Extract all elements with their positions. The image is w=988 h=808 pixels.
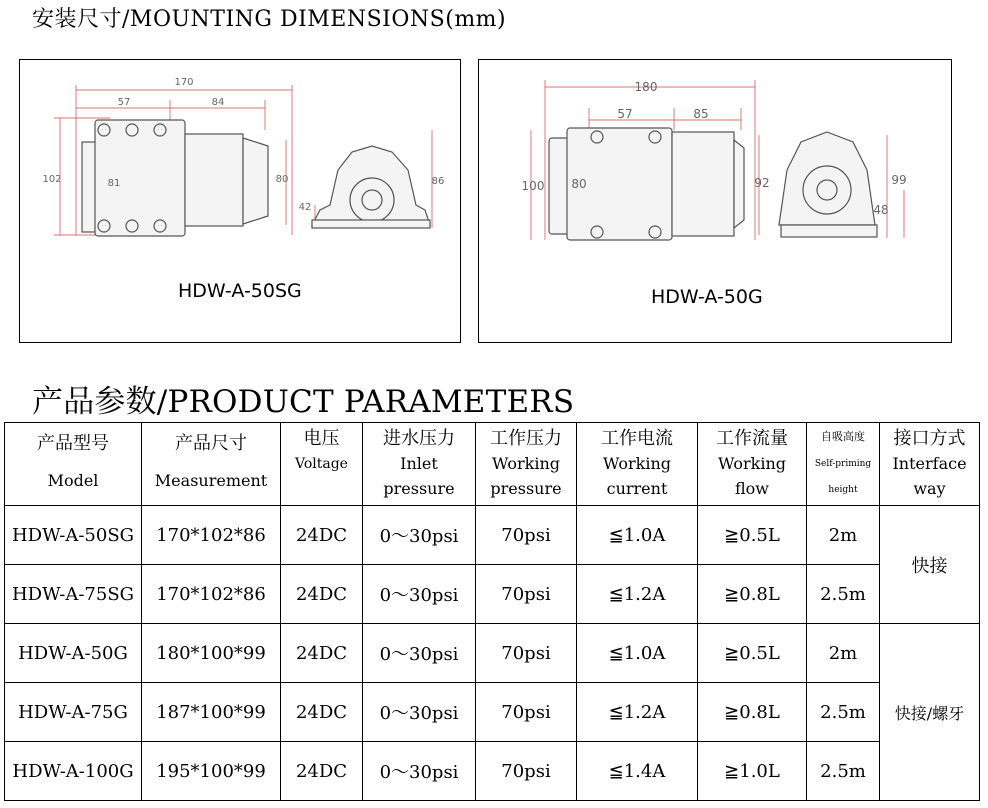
dim-height: 102 bbox=[42, 174, 62, 185]
drawing-model-label: HDW-A-50G bbox=[651, 286, 763, 308]
cell-size: 170*102*86 bbox=[142, 565, 281, 624]
dim-head: 84 bbox=[211, 97, 225, 108]
cell-inlet: 0～30psi bbox=[363, 506, 476, 565]
drawing-panel-50g bbox=[478, 59, 952, 343]
cell-current: ≦1.0A bbox=[577, 506, 698, 565]
header-interface-way: 接口方式 Interface way bbox=[880, 423, 980, 506]
cell-working: 70psi bbox=[476, 742, 577, 801]
cell-inlet: 0～30psi bbox=[363, 565, 476, 624]
cell-model: HDW-A-100G bbox=[5, 742, 142, 801]
cell-current: ≦1.2A bbox=[577, 683, 698, 742]
cell-voltage: 24DC bbox=[281, 565, 363, 624]
dim-side: 92 bbox=[754, 176, 770, 190]
table-row bbox=[5, 565, 980, 624]
dim-inner: 80 bbox=[571, 177, 587, 191]
cell-inlet: 0～30psi bbox=[363, 742, 476, 801]
cell-interface: 快接 bbox=[880, 506, 980, 624]
cell-size: 187*100*99 bbox=[142, 683, 281, 742]
dim-height: 100 bbox=[521, 179, 545, 193]
cell-current: ≦1.2A bbox=[577, 565, 698, 624]
dim-side: 80 bbox=[275, 174, 289, 185]
header-inlet-pressure: 进水压力 Inlet pressure bbox=[363, 423, 476, 506]
cell-flow: ≧1.0L bbox=[698, 742, 807, 801]
cell-current: ≦1.0A bbox=[577, 624, 698, 683]
cell-voltage: 24DC bbox=[281, 742, 363, 801]
header-working-flow: 工作流量 Working flow bbox=[698, 423, 807, 506]
cell-height: 2.5m bbox=[807, 742, 880, 801]
cell-model: HDW-A-75G bbox=[5, 683, 142, 742]
cell-flow: ≧0.5L bbox=[698, 506, 807, 565]
cell-size: 170*102*86 bbox=[142, 506, 281, 565]
cell-size: 195*100*99 bbox=[142, 742, 281, 801]
cell-working: 70psi bbox=[476, 624, 577, 683]
table-row bbox=[5, 742, 980, 801]
cell-inlet: 0～30psi bbox=[363, 624, 476, 683]
cell-voltage: 24DC bbox=[281, 506, 363, 565]
cell-flow: ≧0.8L bbox=[698, 565, 807, 624]
cell-working: 70psi bbox=[476, 683, 577, 742]
cell-interface: 快接/螺牙 bbox=[880, 624, 980, 801]
cell-inlet: 0～30psi bbox=[363, 683, 476, 742]
cell-flow: ≧0.5L bbox=[698, 624, 807, 683]
cell-model: HDW-A-50G bbox=[5, 624, 142, 683]
table-row bbox=[5, 683, 980, 742]
parameters-table bbox=[4, 422, 980, 801]
cell-working: 70psi bbox=[476, 565, 577, 624]
cell-model: HDW-A-50SG bbox=[5, 506, 142, 565]
cell-size: 180*100*99 bbox=[142, 624, 281, 683]
dim-length: 180 bbox=[634, 80, 658, 94]
dim-total: 99 bbox=[891, 173, 907, 187]
cell-height: 2m bbox=[807, 506, 880, 565]
cell-current: ≦1.4A bbox=[577, 742, 698, 801]
dim-motor: 57 bbox=[617, 107, 633, 121]
header-working-current: 工作电流 Working current bbox=[577, 423, 698, 506]
cell-flow: ≧0.8L bbox=[698, 683, 807, 742]
drawing-panel-50sg bbox=[19, 59, 461, 343]
cell-working: 70psi bbox=[476, 506, 577, 565]
header-measurement: 产品尺寸 Measurement bbox=[142, 423, 281, 506]
mounting-dimensions-title: 安装尺寸/MOUNTING DIMENSIONS(mm) bbox=[32, 7, 507, 32]
product-parameters-title: 产品参数/PRODUCT PARAMETERS bbox=[32, 384, 575, 420]
header-self-priming-height: 自吸高度 Self-priming height bbox=[807, 423, 880, 506]
cell-height: 2.5m bbox=[807, 565, 880, 624]
dim-length: 170 bbox=[174, 77, 194, 88]
cell-height: 2m bbox=[807, 624, 880, 683]
header-voltage: 电压 Voltage bbox=[281, 423, 363, 506]
dim-head: 85 bbox=[693, 107, 709, 121]
table-header-row bbox=[5, 423, 980, 506]
dim-total: 86 bbox=[431, 176, 445, 187]
dim-base: 42 bbox=[298, 202, 312, 213]
dim-base: 48 bbox=[873, 203, 889, 217]
table-row bbox=[5, 624, 980, 683]
cell-voltage: 24DC bbox=[281, 624, 363, 683]
cell-height: 2.5m bbox=[807, 683, 880, 742]
table-row bbox=[5, 506, 980, 565]
drawing-model-label: HDW-A-50SG bbox=[178, 280, 302, 302]
header-model: 产品型号 Model bbox=[5, 423, 142, 506]
cell-model: HDW-A-75SG bbox=[5, 565, 142, 624]
dim-inner: 81 bbox=[107, 178, 121, 189]
cell-voltage: 24DC bbox=[281, 683, 363, 742]
dim-motor: 57 bbox=[117, 97, 131, 108]
header-working-pressure: 工作压力 Working pressure bbox=[476, 423, 577, 506]
